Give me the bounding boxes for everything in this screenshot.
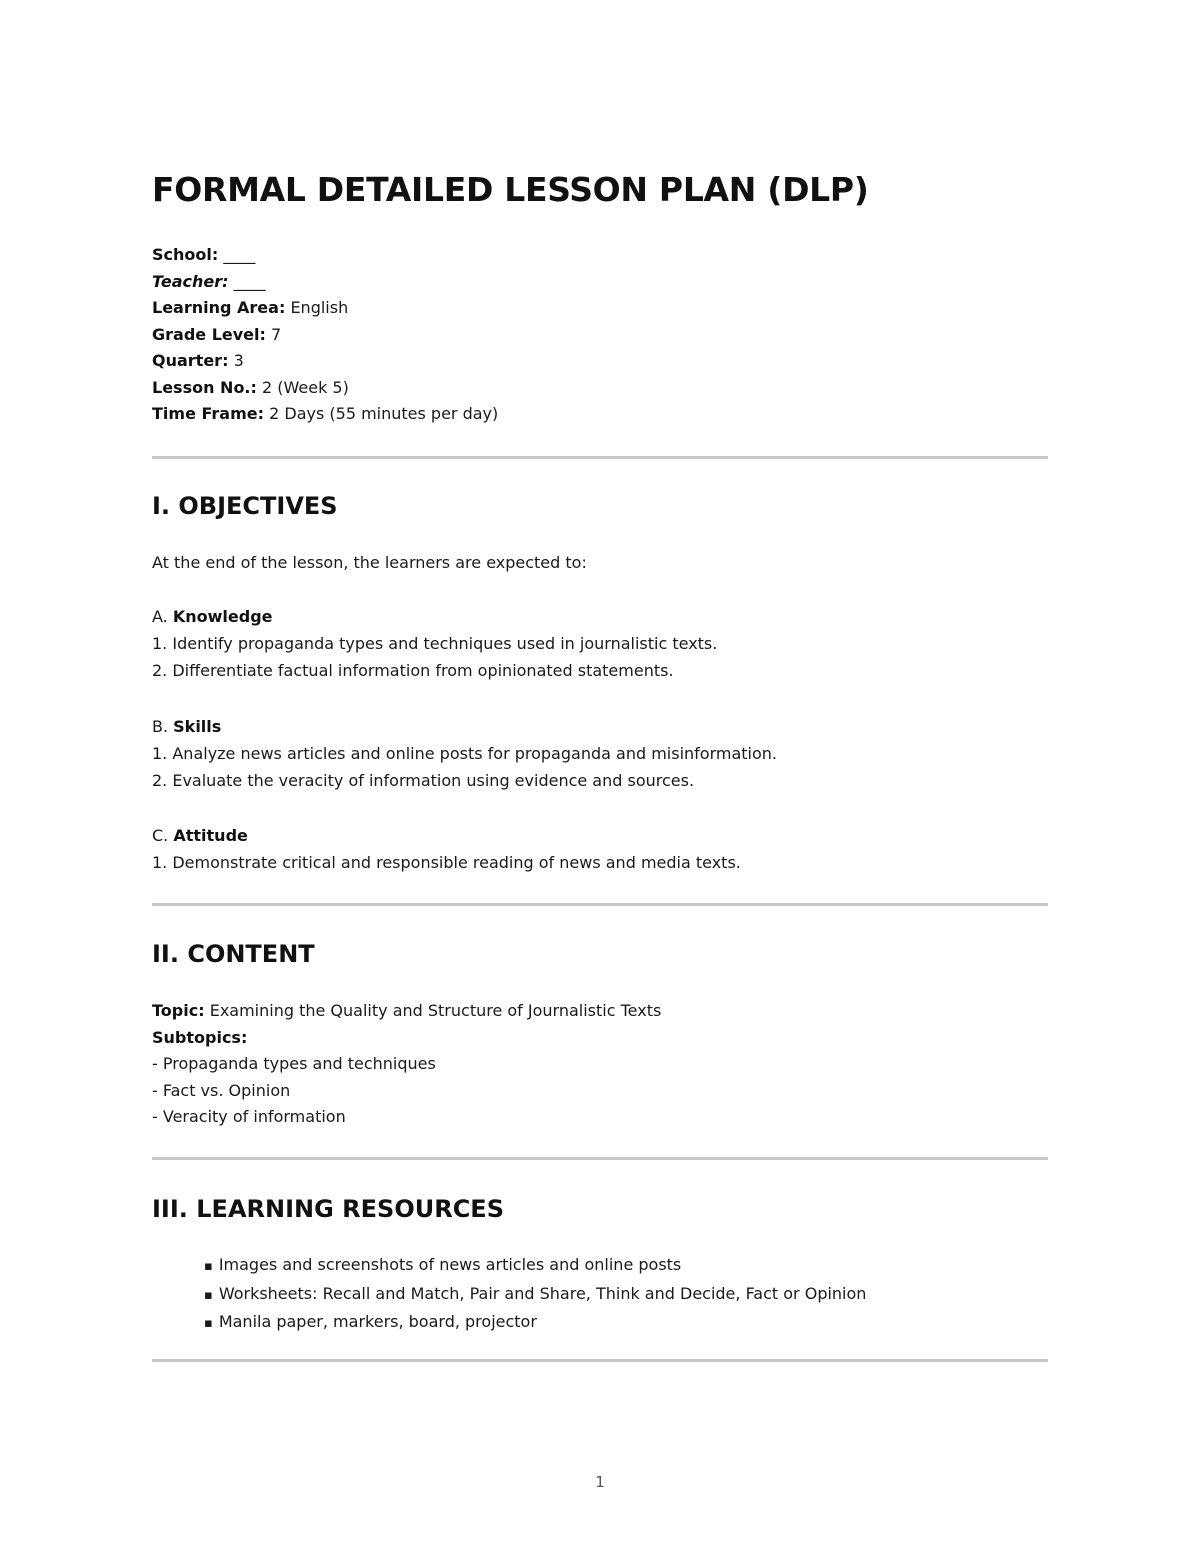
- teacher-row: [152, 269, 498, 296]
- list-item: - Fact vs. Opinion: [152, 1080, 291, 1100]
- quarter-row: [152, 348, 498, 375]
- document-page: [152, 0, 1048, 1553]
- list-item: 1. Demonstrate critical and responsible reading of news and media texts.: [152, 853, 741, 872]
- list-item: [204, 1252, 866, 1281]
- learning-area-value: English: [290, 298, 349, 317]
- attitude-heading: [152, 822, 741, 849]
- skills-block: [152, 713, 777, 794]
- attitude-block: [152, 822, 741, 876]
- knowledge-prefix: A.: [152, 607, 168, 626]
- attitude-label: Attitude: [173, 826, 248, 845]
- quarter-value: 3: [233, 351, 244, 370]
- teacher-value: ____: [233, 271, 266, 291]
- learning-area-label: Learning Area:: [152, 298, 286, 317]
- time-frame-label: Time Frame:: [152, 404, 265, 423]
- quarter-label: Quarter:: [152, 351, 229, 370]
- page-number: 1: [595, 1473, 605, 1491]
- resource-text: Manila paper, markers, board, projector: [218, 1312, 537, 1331]
- list-item: 2. Differentiate factual information from opinionated statements.: [152, 661, 674, 680]
- resources-heading: III. LEARNING RESOURCES: [152, 1195, 504, 1223]
- time-frame-row: [152, 401, 498, 428]
- bullet-icon: ▪: [204, 1287, 213, 1303]
- objectives-heading: I. OBJECTIVES: [152, 492, 338, 520]
- skills-label: Skills: [173, 717, 222, 736]
- grade-level-value: 7: [271, 324, 282, 344]
- header-info: [152, 242, 498, 428]
- resource-text: Images and screenshots of news articles and online posts: [218, 1255, 682, 1274]
- list-item: 1. Analyze news articles and online posts for propaganda and misinformation.: [152, 744, 777, 763]
- resources-list: [204, 1252, 866, 1338]
- objectives-intro: [152, 549, 587, 576]
- attitude-prefix: C.: [152, 826, 169, 845]
- learning-area-row: [152, 295, 498, 322]
- knowledge-block: [152, 603, 717, 684]
- list-item: 1. Identify propaganda types and techniques used in journalistic texts.: [152, 634, 718, 653]
- list-item: - Propaganda types and techniques: [152, 1054, 436, 1073]
- topic-label: Topic:: [152, 1001, 205, 1020]
- lesson-no-value: 2 (Week 5): [262, 377, 349, 397]
- teacher-label: Teacher:: [152, 271, 229, 291]
- topic-value: Examining the Quality and Structure of Journalistic Texts: [209, 1001, 662, 1020]
- grade-level-row: [152, 322, 498, 349]
- subtopics-row: [152, 1025, 661, 1052]
- resource-text: Worksheets: Recall and Match, Pair and Share, Think and Decide, Fact or Opinion: [218, 1283, 867, 1303]
- bullet-icon: ▪: [204, 1259, 213, 1274]
- list-item: - Veracity of information: [152, 1107, 346, 1126]
- subtopics-label: Subtopics:: [152, 1027, 248, 1047]
- school-row: [152, 242, 498, 269]
- document-title: FORMAL DETAILED LESSON PLAN (DLP): [152, 170, 869, 209]
- content-heading: II. CONTENT: [152, 940, 315, 968]
- section-divider: [152, 1359, 1048, 1362]
- list-item: [204, 1309, 866, 1338]
- time-frame-value: 2 Days (55 minutes per day): [269, 404, 499, 423]
- section-divider: [152, 1157, 1048, 1160]
- section-divider: [152, 456, 1048, 459]
- bullet-icon: ▪: [204, 1316, 213, 1331]
- section-divider: [152, 903, 1048, 906]
- school-value: ____: [223, 245, 256, 264]
- list-item: [204, 1281, 866, 1310]
- content-block: [152, 998, 661, 1131]
- knowledge-heading: [152, 603, 717, 630]
- skills-heading: [152, 713, 777, 740]
- grade-level-label: Grade Level:: [152, 324, 266, 344]
- objectives-intro-text: At the end of the lesson, the learners are expected to:: [152, 553, 587, 572]
- school-label: School:: [152, 245, 219, 264]
- lesson-no-row: [152, 375, 498, 402]
- lesson-no-label: Lesson No.:: [152, 377, 257, 397]
- list-item: 2. Evaluate the veracity of information using evidence and sources.: [152, 771, 695, 790]
- knowledge-label: Knowledge: [172, 607, 273, 626]
- topic-row: [152, 998, 661, 1025]
- skills-prefix: B.: [152, 717, 169, 736]
